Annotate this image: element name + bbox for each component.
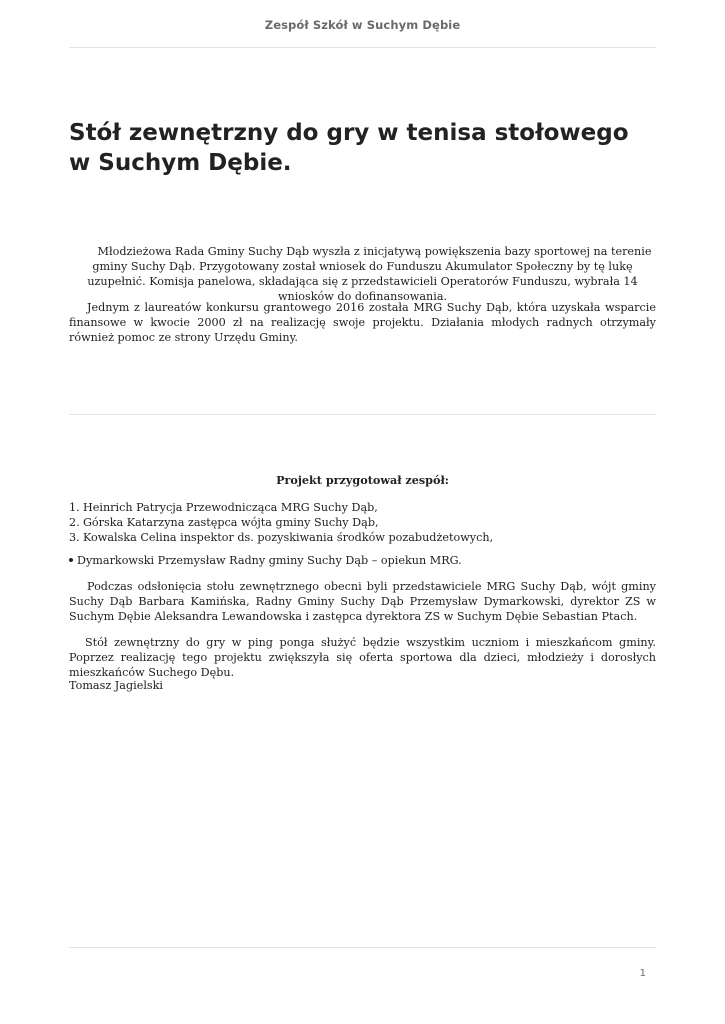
bullet-item-text: Dymarkowski Przemysław Radny gminy Suchy Dąb – opiekun MRG. [77, 554, 462, 567]
list-item-text: Heinrich Patrycja Przewodnicząca MRG Suchy Dąb, [83, 501, 378, 514]
list-item-text: Kowalska Celina inspektor ds. pozyskiwania środków pozabudżetowych, [83, 531, 494, 544]
bullet-dot-icon [69, 558, 73, 562]
page-number: 1 [639, 968, 646, 979]
author-signature: Tomasz Jagielski [69, 679, 163, 692]
list-item-text: Górska Katarzyna zastępca wójta gminy Suchy Dąb, [83, 516, 379, 529]
list-item [69, 500, 656, 515]
unveiling-paragraph: Podczas odsłonięcia stołu zewnętrznego obecni byli przedstawiciele MRG Suchy Dąb, wójt gminy Suchy Dąb Barbara Kamińska, Radny Gminy Suchy Dąb Przemysław Dymarkowski, dyrektor ZS w Suchym Dębie Aleksandra Lewandowska i zastępca dyrektora ZS w Suchym Dębie Sebastian Ptach. [69, 580, 656, 623]
intro-paragraph: Młodzieżowa Rada Gminy Suchy Dąb wyszła z inicjatywą powiększenia bazy sportowej na terenie gminy Suchy Dąb. Przygotowany został wniosek do Funduszu Akumulator Społeczny by tę lukę uzupełnić. Komisja panelowa, składająca się z przedstawicieli Operatorów Funduszu, wybrała 14 wniosków do dofinansowania. [87, 245, 652, 303]
footer-divider [69, 947, 656, 948]
article-title: Stół zewnętrzny do gry w tenisa stołowego w Suchym Dębie. [69, 120, 629, 176]
team-list [69, 500, 656, 545]
team-heading: Projekt przygotował zespół: [276, 473, 449, 487]
site-title: Zespół Szkół w Suchym Dębie [264, 18, 461, 32]
laureate-paragraph: Jednym z laureatów konkursu grantowego 2016 została MRG Suchy Dąb, która uzyskała wsparcie finansowe w kwocie 2000 zł na realizację swoje projektu. Działania młodych radnych otrzymały również pomoc ze strony Urzędu Gminy. [69, 301, 656, 344]
list-item-number: 3. [69, 531, 80, 544]
list-item [69, 515, 656, 530]
list-item [69, 530, 656, 545]
list-item-number: 2. [69, 516, 80, 529]
list-item-number: 1. [69, 501, 80, 514]
closing-paragraph: Stół zewnętrzny do gry w ping ponga służyć będzie wszystkim uczniom i mieszkańcom gminy. Poprzez realizację tego projektu zwiększyła się oferta sportowa dla dzieci, młodzieży i dorosłych mieszkańców Suchego Dębu. [69, 636, 656, 679]
bullet-list-item [69, 553, 656, 568]
section-divider [69, 414, 656, 415]
site-header [69, 0, 656, 48]
